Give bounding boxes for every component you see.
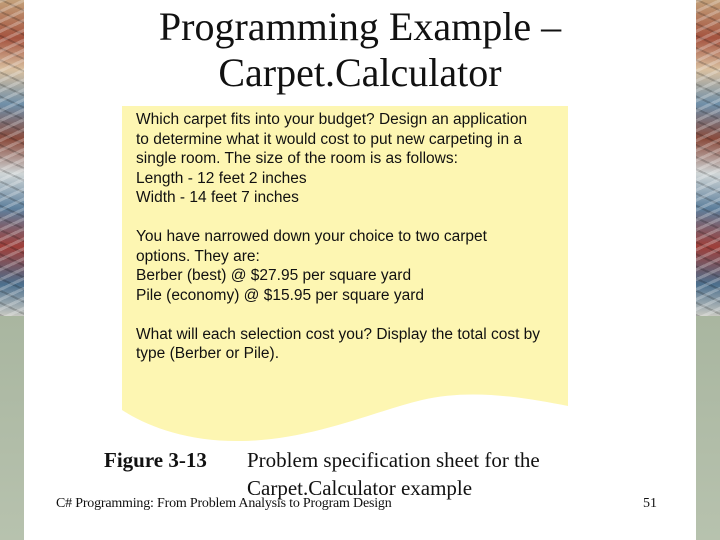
left-decorative-strip xyxy=(0,0,24,540)
spec-line: Length - 12 feet 2 inches xyxy=(136,169,307,187)
right-decorative-strip xyxy=(696,0,720,540)
spec-line: What will each selection cost you? Display the total cost by xyxy=(136,325,541,343)
spec-line: options. They are: xyxy=(136,247,260,265)
problem-specification-sheet xyxy=(122,106,568,442)
strip-panel xyxy=(696,316,720,540)
spec-line: type (Berber or Pile). xyxy=(136,345,279,362)
slide-title-line-1: Programming Example – xyxy=(158,4,562,49)
slide-title xyxy=(60,4,660,96)
rooftop-photo xyxy=(0,0,24,316)
spec-line: Which carpet fits into your budget? Design an application xyxy=(136,111,528,128)
spec-line: Pile (economy) @ $15.95 per square yard xyxy=(136,286,424,304)
spec-line: to determine what it would cost to put new carpeting in a xyxy=(136,130,522,148)
spec-sheet-text xyxy=(136,110,568,364)
spec-line xyxy=(136,208,568,228)
spec-line xyxy=(136,305,568,325)
spec-line: Berber (best) @ $27.95 per square yard xyxy=(136,267,412,284)
rooftop-photo xyxy=(696,0,720,316)
spec-line: Width - 14 feet 7 inches xyxy=(136,189,299,206)
strip-panel xyxy=(0,316,24,540)
slide-title-line-2: Carpet.Calculator xyxy=(218,50,502,95)
footer-book-title: C# Programming: From Problem Analysis to Program Design xyxy=(56,496,392,511)
spec-line: You have narrowed down your choice to two carpet xyxy=(136,228,487,245)
spec-line: single room. The size of the room is as follows: xyxy=(136,150,458,167)
page-number: 51 xyxy=(643,496,657,511)
figure-caption-line-2: Carpet.Calculator example xyxy=(247,476,473,500)
figure-caption-line-1: Problem specification sheet for the xyxy=(247,448,540,472)
figure-caption xyxy=(247,446,607,502)
figure-label: Figure 3-13 xyxy=(104,448,207,472)
